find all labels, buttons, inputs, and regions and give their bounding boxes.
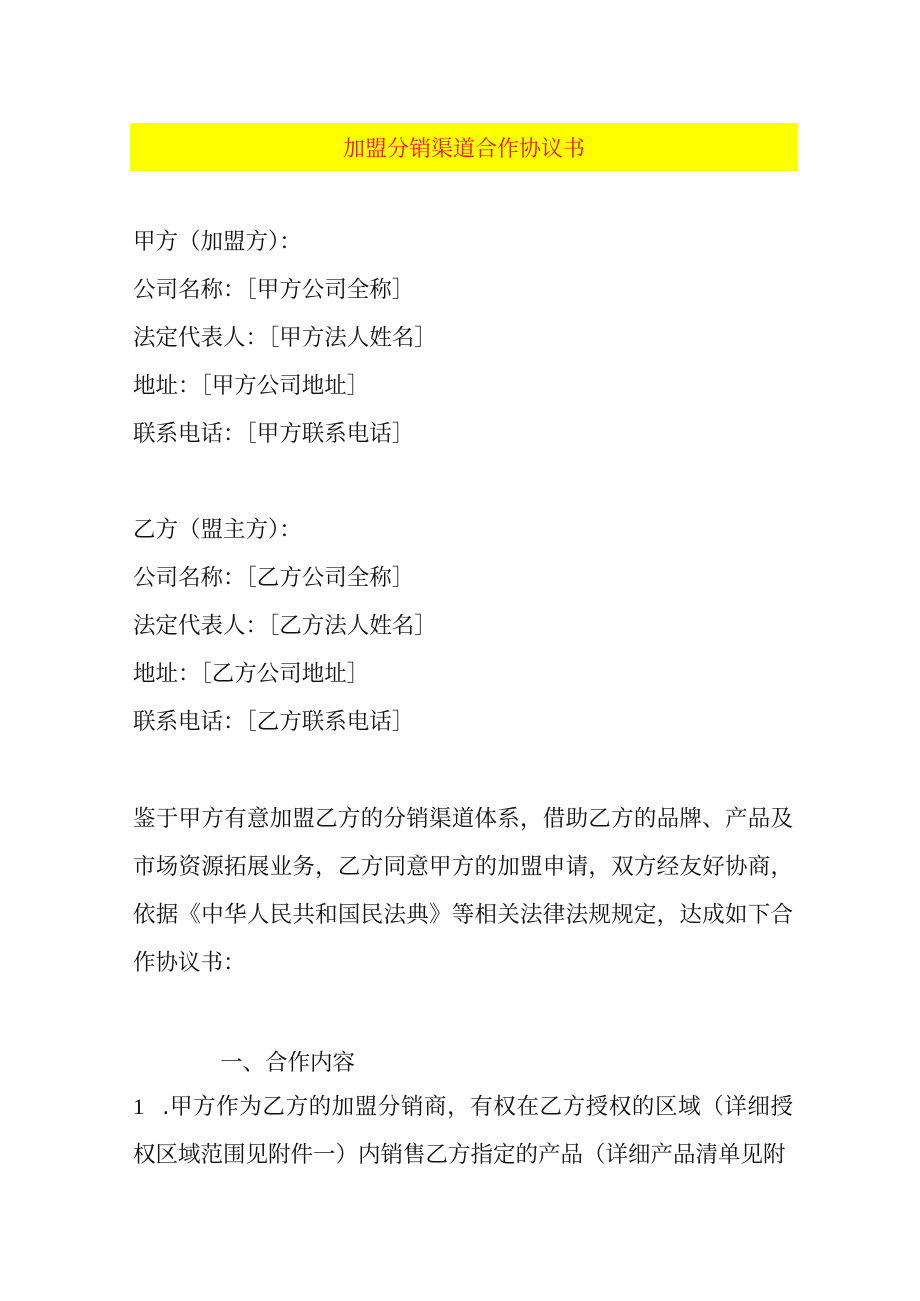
document-title: 加盟分销渠道合作协议书 — [342, 136, 585, 162]
party-b-heading: 乙方（盟主方）： — [133, 517, 302, 543]
section-1-heading: 一、合作内容 — [220, 1050, 356, 1076]
preamble-paragraph: 鉴于甲方有意加盟乙方的分销渠道体系，借助乙方的品牌、产品及市场资源拓展业务，乙方同意甲方的加盟申请，双方经友好协商，依据《中华人民共和国民法典》等相关法律法规规定，达成如下合作协议书： — [133, 806, 793, 976]
item-number: 1 — [133, 1094, 145, 1119]
party-a-heading: 甲方（加盟方）： — [133, 229, 302, 255]
section-1-item-1 — [133, 1083, 793, 1179]
title-banner — [130, 123, 798, 171]
party-b-address: 地址：［乙方公司地址］ — [133, 661, 370, 687]
party-b-phone: 联系电话：［乙方联系电话］ — [133, 709, 415, 735]
party-b-representative: 法定代表人：［乙方法人姓名］ — [133, 613, 437, 639]
party-a-phone: 联系电话：［甲方联系电话］ — [133, 421, 415, 447]
party-b-company: 公司名称：［乙方公司全称］ — [133, 565, 415, 591]
item-text: .甲方作为乙方的加盟分销商，有权在乙方授权的区域（详细授权区域范围见附件一）内销售乙方指定的产品（详细产品清单见附 — [133, 1094, 793, 1168]
party-a-representative: 法定代表人：［甲方法人姓名］ — [133, 325, 437, 351]
party-a-company: 公司名称：［甲方公司全称］ — [133, 277, 415, 303]
party-a-address: 地址：［甲方公司地址］ — [133, 373, 370, 399]
